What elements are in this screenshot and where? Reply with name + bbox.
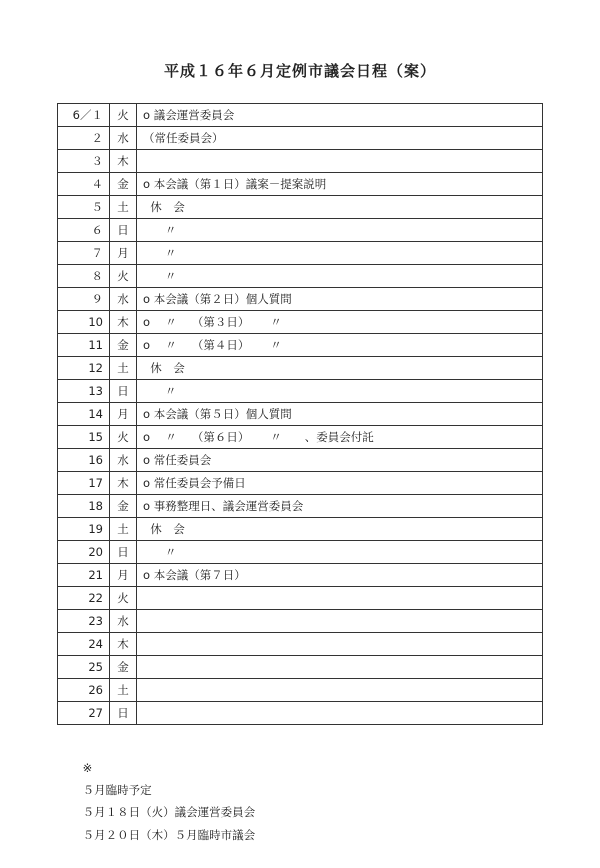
- event-cell: o 常任委員会予備日: [137, 472, 543, 495]
- date-cell: ５: [58, 196, 110, 219]
- event-cell: o 本会議（第７日）: [137, 564, 543, 587]
- schedule-row: [58, 173, 543, 196]
- schedule-row: [58, 127, 543, 150]
- note-mark: ※: [82, 761, 93, 775]
- weekday-cell: 金: [110, 495, 137, 518]
- date-cell: 19: [58, 518, 110, 541]
- schedule-row: [58, 334, 543, 357]
- event-cell: 〃: [137, 541, 543, 564]
- schedule-row: [58, 656, 543, 679]
- weekday-cell: 月: [110, 242, 137, 265]
- date-cell: 24: [58, 633, 110, 656]
- date-cell: 13: [58, 380, 110, 403]
- date-cell: 22: [58, 587, 110, 610]
- date-cell: 16: [58, 449, 110, 472]
- event-cell: o 常任委員会: [137, 449, 543, 472]
- date-cell: 14: [58, 403, 110, 426]
- date-cell: ８: [58, 265, 110, 288]
- weekday-cell: 日: [110, 219, 137, 242]
- schedule-row: [58, 288, 543, 311]
- note-row-1: [68, 735, 256, 819]
- event-cell: o 〃 （第４日） 〃: [137, 334, 543, 357]
- schedule-row: [58, 472, 543, 495]
- weekday-cell: 水: [110, 288, 137, 311]
- note-label: ５月臨時予定: [82, 783, 152, 797]
- event-cell: 〃: [137, 380, 543, 403]
- event-cell: [137, 633, 543, 656]
- weekday-cell: 火: [110, 104, 137, 127]
- weekday-cell: 土: [110, 196, 137, 219]
- event-cell: 休 会: [137, 196, 543, 219]
- event-cell: o 〃 （第３日） 〃: [137, 311, 543, 334]
- event-cell: 〃: [137, 242, 543, 265]
- date-cell: ４: [58, 173, 110, 196]
- schedule-row: [58, 518, 543, 541]
- event-cell: o 議会運営委員会: [137, 104, 543, 127]
- date-cell: 18: [58, 495, 110, 518]
- schedule-row: [58, 449, 543, 472]
- event-cell: o 本会議（第５日）個人質問: [137, 403, 543, 426]
- weekday-cell: 金: [110, 656, 137, 679]
- schedule-row: [58, 357, 543, 380]
- weekday-cell: 金: [110, 173, 137, 196]
- weekday-cell: 木: [110, 150, 137, 173]
- schedule-row: [58, 196, 543, 219]
- weekday-cell: 水: [110, 449, 137, 472]
- date-cell: 21: [58, 564, 110, 587]
- event-cell: o 事務整理日、議会運営委員会: [137, 495, 543, 518]
- event-cell: o 〃 （第６日） 〃 、委員会付託: [137, 426, 543, 449]
- weekday-cell: 火: [110, 426, 137, 449]
- schedule-table: [57, 103, 543, 725]
- weekday-cell: 月: [110, 403, 137, 426]
- event-cell: [137, 702, 543, 725]
- date-cell: ３: [58, 150, 110, 173]
- event-cell: o 本会議（第１日）議案－提案説明: [137, 173, 543, 196]
- notes-section: [68, 735, 256, 842]
- date-cell: ７: [58, 242, 110, 265]
- date-cell: ９: [58, 288, 110, 311]
- weekday-cell: 水: [110, 610, 137, 633]
- page-title: 平成１６年６月定例市議会日程（案）: [163, 62, 436, 80]
- weekday-cell: 金: [110, 334, 137, 357]
- schedule-row: [58, 380, 543, 403]
- schedule-row: [58, 219, 543, 242]
- schedule-row: [58, 541, 543, 564]
- event-cell: [137, 610, 543, 633]
- date-cell: ２: [58, 127, 110, 150]
- schedule-row: [58, 587, 543, 610]
- weekday-cell: 火: [110, 265, 137, 288]
- weekday-cell: 土: [110, 518, 137, 541]
- weekday-cell: 日: [110, 702, 137, 725]
- weekday-cell: 日: [110, 380, 137, 403]
- schedule-row: [58, 426, 543, 449]
- weekday-cell: 月: [110, 564, 137, 587]
- event-cell: o 本会議（第２日）個人質問: [137, 288, 543, 311]
- weekday-cell: 木: [110, 633, 137, 656]
- date-cell: 11: [58, 334, 110, 357]
- date-cell: 17: [58, 472, 110, 495]
- schedule-row: [58, 679, 543, 702]
- weekday-cell: 木: [110, 472, 137, 495]
- note-item-1: ５月１８日（火）議会運営委員会: [82, 805, 256, 819]
- date-cell: 27: [58, 702, 110, 725]
- date-cell: 15: [58, 426, 110, 449]
- weekday-cell: 日: [110, 541, 137, 564]
- date-cell: 25: [58, 656, 110, 679]
- schedule-row: [58, 104, 543, 127]
- weekday-cell: 火: [110, 587, 137, 610]
- weekday-cell: 水: [110, 127, 137, 150]
- schedule-row: [58, 150, 543, 173]
- schedule-row: [58, 242, 543, 265]
- date-cell: 26: [58, 679, 110, 702]
- event-cell: 〃: [137, 265, 543, 288]
- event-cell: [137, 656, 543, 679]
- date-cell: 10: [58, 311, 110, 334]
- schedule-table-body: [58, 104, 543, 725]
- date-cell: ６: [58, 219, 110, 242]
- schedule-row: [58, 610, 543, 633]
- note-item-2: ５月２０日（木）５月臨時市議会: [82, 828, 256, 842]
- weekday-cell: 土: [110, 679, 137, 702]
- event-cell: 〃: [137, 219, 543, 242]
- schedule-row: [58, 495, 543, 518]
- date-cell: 20: [58, 541, 110, 564]
- date-cell: 6／１: [58, 104, 110, 127]
- date-cell: 12: [58, 357, 110, 380]
- schedule-row: [58, 265, 543, 288]
- schedule-row: [58, 311, 543, 334]
- schedule-row: [58, 702, 543, 725]
- event-cell: [137, 150, 543, 173]
- schedule-row: [58, 403, 543, 426]
- event-cell: [137, 587, 543, 610]
- date-cell: 23: [58, 610, 110, 633]
- event-cell: [137, 679, 543, 702]
- weekday-cell: 土: [110, 357, 137, 380]
- event-cell: （常任委員会）: [137, 127, 543, 150]
- event-cell: 休 会: [137, 357, 543, 380]
- schedule-row: [58, 564, 543, 587]
- event-cell: 休 会: [137, 518, 543, 541]
- weekday-cell: 木: [110, 311, 137, 334]
- schedule-row: [58, 633, 543, 656]
